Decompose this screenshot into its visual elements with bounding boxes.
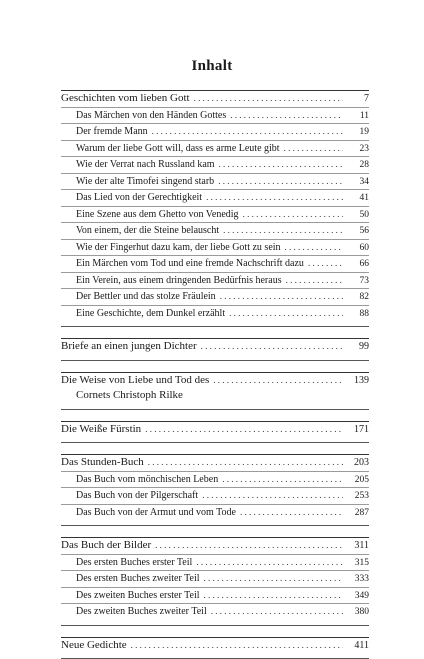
- page-number: 315: [347, 556, 369, 571]
- toc-subentry[interactable]: [61, 272, 369, 289]
- toc-subentry-title: Des ersten Buches zweiter Teil: [76, 572, 200, 587]
- page-number: 253: [347, 489, 369, 504]
- page-title: Inhalt: [0, 58, 424, 75]
- toc-entry-title: Das Stunden-Buch: [61, 455, 144, 471]
- toc-subentry-title: Des zweiten Buches erster Teil: [76, 589, 200, 604]
- table-of-contents: [61, 90, 369, 659]
- dot-leader: [131, 638, 343, 654]
- toc-entry-title: Neue Gedichte: [61, 638, 127, 654]
- page-number: 205: [347, 473, 369, 488]
- page-number: 34: [347, 175, 369, 190]
- toc-entry-title: Die Weiße Fürstin: [61, 422, 141, 438]
- toc-section: [61, 338, 369, 361]
- toc-subentry-title: Wie der Verrat nach Russland kam: [76, 158, 215, 173]
- toc-subentry[interactable]: [61, 222, 369, 239]
- toc-entry-title-continuation: Cornets Christoph Rilke: [61, 388, 209, 404]
- toc-subentry-title: Wie der Fingerhut dazu kam, der liebe Gott zu sein: [76, 241, 281, 256]
- toc-subentry-title: Wie der alte Timofei singend starb: [76, 175, 214, 190]
- toc-subentry-title: Warum der liebe Gott will, dass es arme Leute gibt: [76, 142, 280, 157]
- page-number: 23: [347, 142, 369, 157]
- dot-leader: [202, 488, 343, 503]
- page-number: 60: [347, 241, 369, 256]
- toc-subentry-title: Ein Verein, aus einem dringenden Bedürfnis heraus: [76, 274, 282, 289]
- toc-subentry[interactable]: [61, 554, 369, 571]
- toc-entry-title: Geschichten vom lieben Gott: [61, 91, 190, 107]
- page-number: 287: [347, 506, 369, 521]
- toc-entry[interactable]: [61, 637, 369, 654]
- page-number: 7: [347, 91, 369, 107]
- page-number: 411: [347, 638, 369, 654]
- page-number: 19: [347, 125, 369, 140]
- page-number: 139: [347, 373, 369, 389]
- toc-entry-title: [61, 373, 209, 404]
- toc-entry[interactable]: [61, 372, 369, 404]
- toc-subentry[interactable]: [61, 107, 369, 124]
- toc-subentry-title: Des zweiten Buches zweiter Teil: [76, 605, 207, 620]
- toc-subentry-title: Der fremde Mann: [76, 125, 148, 140]
- page-number: 56: [347, 224, 369, 239]
- toc-subentry[interactable]: [61, 173, 369, 190]
- toc-entry[interactable]: [61, 537, 369, 554]
- dot-leader: [152, 124, 343, 139]
- toc-section: [61, 372, 369, 410]
- toc-subentry-title: Eine Szene aus dem Ghetto von Venedig: [76, 208, 239, 223]
- toc-subentry-title: Das Lied von der Gerechtigkeit: [76, 191, 202, 206]
- toc-entry-title-line: Die Weise von Liebe und Tod des: [61, 374, 209, 386]
- toc-section: [61, 454, 369, 526]
- dot-leader: [194, 91, 343, 107]
- page-number: 73: [347, 274, 369, 289]
- dot-leader: [286, 273, 343, 288]
- toc-subentry-title: Das Buch vom mönchischen Leben: [76, 473, 218, 488]
- toc-entry-title: Briefe an einen jungen Dichter: [61, 339, 197, 355]
- dot-leader: [148, 455, 343, 471]
- toc-subentry-title: Das Buch von der Pilgerschaft: [76, 489, 198, 504]
- toc-entry-title: Das Buch der Bilder: [61, 538, 151, 554]
- dot-leader: [218, 174, 343, 189]
- toc-entry[interactable]: [61, 90, 369, 107]
- toc-subentry[interactable]: [61, 123, 369, 140]
- dot-leader: [204, 571, 343, 586]
- toc-subentry[interactable]: [61, 471, 369, 488]
- page-number: 380: [347, 605, 369, 620]
- toc-subentry[interactable]: [61, 206, 369, 223]
- toc-subentry[interactable]: [61, 305, 369, 322]
- toc-subentry-title: Das Buch von der Armut und vom Tode: [76, 506, 236, 521]
- dot-leader: [219, 157, 343, 172]
- toc-subentry[interactable]: [61, 504, 369, 521]
- toc-section: [61, 537, 369, 626]
- page-number: 11: [347, 109, 369, 124]
- dot-leader: [284, 141, 343, 156]
- dot-leader: [206, 190, 343, 205]
- toc-subentry-title: Ein Märchen vom Tod und eine fremde Nachschrift dazu: [76, 257, 304, 272]
- dot-leader: [223, 223, 343, 238]
- dot-leader: [220, 289, 343, 304]
- page-number: 171: [347, 422, 369, 438]
- dot-leader: [196, 555, 343, 570]
- toc-entry[interactable]: [61, 338, 369, 355]
- toc-subentry[interactable]: [61, 189, 369, 206]
- dot-leader: [308, 256, 343, 271]
- toc-subentry[interactable]: [61, 239, 369, 256]
- dot-leader: [285, 240, 343, 255]
- dot-leader: [240, 505, 343, 520]
- dot-leader: [243, 207, 343, 222]
- page-number: 333: [347, 572, 369, 587]
- toc-subentry-title: Das Märchen von den Händen Gottes: [76, 109, 226, 124]
- toc-subentry[interactable]: [61, 288, 369, 305]
- toc-subentry-title: Des ersten Buches erster Teil: [76, 556, 192, 571]
- dot-leader: [222, 472, 343, 487]
- page-number: 41: [347, 191, 369, 206]
- toc-subentry[interactable]: [61, 156, 369, 173]
- toc-subentry[interactable]: [61, 570, 369, 587]
- page-number: 311: [347, 538, 369, 554]
- toc-section: [61, 637, 369, 659]
- toc-subentry[interactable]: [61, 140, 369, 157]
- toc-subentry-title: Eine Geschichte, dem Dunkel erzählt: [76, 307, 225, 322]
- toc-entry[interactable]: [61, 421, 369, 438]
- dot-leader: [211, 604, 343, 619]
- dot-leader: [145, 422, 343, 438]
- toc-subentry[interactable]: [61, 603, 369, 620]
- toc-section: [61, 421, 369, 444]
- toc-subentry[interactable]: [61, 255, 369, 272]
- page-number: 28: [347, 158, 369, 173]
- toc-entry[interactable]: [61, 454, 369, 471]
- toc-subentry-title: Der Bettler und das stolze Fräulein: [76, 290, 216, 305]
- page-number: 203: [347, 455, 369, 471]
- page-number: 50: [347, 208, 369, 223]
- dot-leader: [213, 373, 343, 389]
- dot-leader: [230, 108, 343, 123]
- page-number: 88: [347, 307, 369, 322]
- page-number: 82: [347, 290, 369, 305]
- page-number: 99: [347, 339, 369, 355]
- dot-leader: [155, 538, 343, 554]
- toc-subentry[interactable]: [61, 587, 369, 604]
- dot-leader: [229, 306, 343, 321]
- page-number: 66: [347, 257, 369, 272]
- page-number: 349: [347, 589, 369, 604]
- toc-subentry[interactable]: [61, 487, 369, 504]
- toc-section: [61, 90, 369, 327]
- dot-leader: [201, 339, 343, 355]
- toc-subentry-title: Von einem, der die Steine belauscht: [76, 224, 219, 239]
